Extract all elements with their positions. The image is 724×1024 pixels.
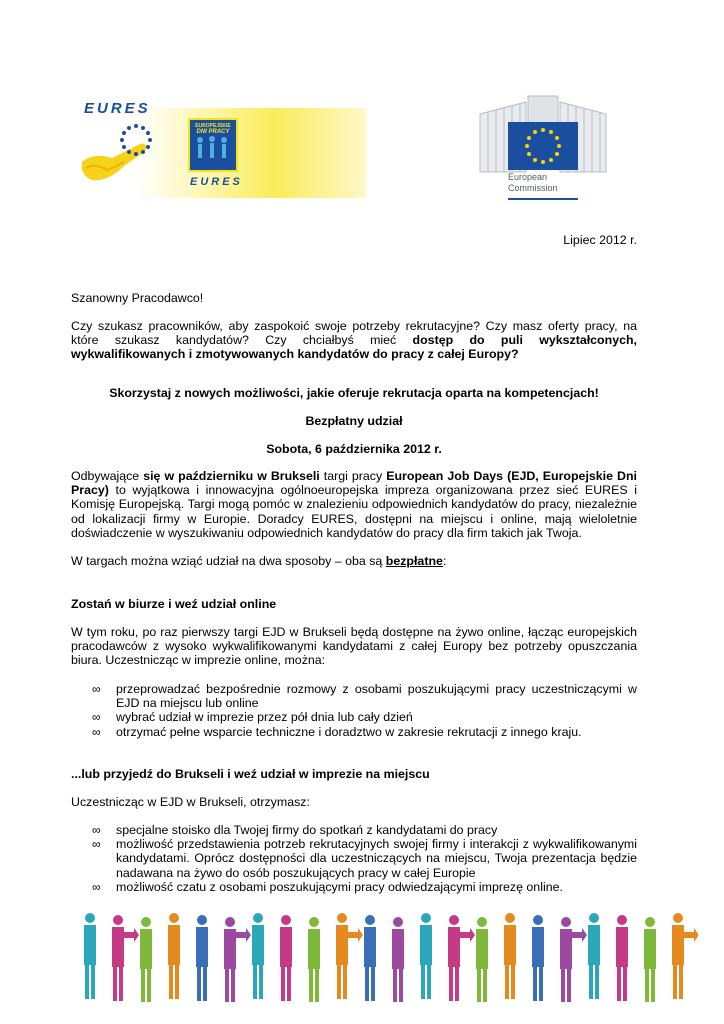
onsite-benefits-list: [92, 823, 637, 894]
person-silhouette: [308, 917, 320, 1002]
eu-flag-icon: [508, 122, 578, 170]
person-silhouette: [364, 915, 376, 1001]
person-silhouette: [420, 913, 432, 999]
bullet-icon: ∞: [92, 682, 101, 696]
participation-free: bezpłatne: [385, 554, 443, 568]
ejd-logo-box: [188, 118, 238, 172]
list-item: ∞ wybrać udział w imprezie przez pół dnia lub cały dzień: [92, 710, 413, 725]
list-item: ∞ możliwość czatu z osobami poszukującymi pracy odwiedzającymi imprezę online.: [92, 879, 563, 894]
bullet-icon: ∞: [92, 724, 101, 739]
bullet-icon: ∞: [92, 823, 101, 837]
description-paragraph: [71, 469, 637, 540]
person-silhouette: [336, 913, 363, 999]
event-date: Sobota, 6 października 2012 r.: [266, 442, 442, 456]
ejd-logo-title: EUROPEJSKIE: [195, 123, 231, 129]
person-silhouette: [476, 917, 488, 1002]
person-silhouette: [644, 917, 656, 1002]
person-silhouette: [112, 915, 139, 1001]
participation-paragraph: [71, 554, 637, 568]
eures-stars-icon: [118, 122, 154, 158]
person-silhouette: [280, 915, 292, 1001]
desc-bold-1: się w październiku w Brukseli: [143, 469, 320, 483]
footer-people-banner: [78, 910, 698, 1002]
people-silhouettes-icon: [78, 910, 698, 1002]
desc-text-1: Odbywające: [71, 469, 144, 483]
bullet-icon: ∞: [92, 879, 101, 894]
letter-date: Lipiec 2012 r.: [563, 233, 637, 247]
person-silhouette: [532, 915, 544, 1001]
section-online-text: W tym roku, po raz pierwszy targi EJD w Brukseli będą dostępne na żywo online, łącząc europejskich pracodawców z wysoko wykwalifikowanymi kandydatami z całej Europy bez potrzeby opuszczania biura. Uczestnicząc w imprezie online, można:: [71, 625, 637, 668]
section-online-heading: Zostań w biurze i weź udział online: [71, 597, 277, 611]
person-silhouette: [196, 915, 208, 1001]
ec-name-line1: European: [508, 172, 548, 182]
list-item: ∞ otrzymać pełne wsparcie techniczne i doradztwo w zakresie rekrutacji z innego kraju.: [92, 724, 582, 739]
person-silhouette: [392, 917, 404, 1002]
desc-text-2: targi pracy: [319, 469, 387, 483]
ejd-people-icon: [190, 135, 236, 165]
person-silhouette: [140, 917, 152, 1002]
section-onsite-text: Uczestnicząc w EJD w Brukseli, otrzymasz:: [71, 795, 310, 809]
person-silhouette: [616, 915, 628, 1001]
person-silhouette: [84, 913, 96, 999]
greeting: Szanowny Pracodawco!: [71, 291, 204, 305]
european-commission-logo: [478, 94, 608, 202]
participation-text: W targach można wziąć udział na dwa sposoby – oba są: [71, 554, 386, 568]
ejd-eures-wordmark: EURES: [190, 176, 243, 188]
eures-wordmark: EURES: [84, 100, 151, 117]
person-silhouette: [504, 913, 516, 999]
person-silhouette: [252, 913, 264, 999]
person-silhouette: [560, 917, 587, 1002]
intro-text: Czy szukasz pracowników, aby zaspokoić swoje potrzeby rekrutacyjne? Czy masz oferty pracy, na które szukasz kandydatów? Czy chciałbyś mieć: [71, 319, 637, 348]
list-item: ∞ możliwość przedstawienia potrzeb rekrutacyjnych swojej firmy i interakcji z wykwalifikowanymi kandydatami. Oprócz dostępności dla uczestniczących na miejscu, Twoja prezentacja będzie nadawana na żywo do osób poszukujących pracy w całej Europie: [92, 837, 637, 880]
intro-paragraph: [71, 319, 637, 362]
headline: Skorzystaj z nowych możliwości, jakie oferuje rekrutacja oparta na kompetencjach!: [109, 386, 599, 400]
intro-bold: dostęp do puli wykształconych, wykwalifikowanych i zmotywowanych kandydatów do pracy z całej Europy?: [71, 333, 637, 362]
ec-name-line2: Commission: [508, 183, 558, 193]
free-participation: Bezpłatny udział: [305, 414, 403, 428]
person-silhouette: [672, 913, 698, 999]
bullet-icon: ∞: [92, 837, 101, 852]
bullet-icon: ∞: [92, 710, 101, 725]
eures-logo: [78, 100, 368, 198]
person-silhouette: [448, 915, 475, 1001]
person-silhouette: [168, 913, 180, 999]
section-onsite-heading: ...lub przyjedź do Brukseli i weź udział w imprezie na miejscu: [71, 767, 430, 781]
person-silhouette: [588, 913, 600, 999]
desc-bold-2: European Job Days (EJD, Europejskie Dni Pracy): [71, 469, 637, 498]
list-item: ∞ specjalne stoisko dla Twojej firmy do spotkań z kandydatami do pracy: [92, 823, 498, 837]
eures-yellow-band: [136, 108, 366, 198]
list-item: ∞ przeprowadzać bezpośrednie rozmowy z osobami poszukującymi pracy uczestniczącymi w EJD na miejscu lub online: [92, 682, 637, 711]
online-benefits-list: [92, 682, 637, 739]
desc-text-3: to wyjątkowa i innowacyjna ogólnoeuropejska impreza organizowana przez sieć EURES i Komisję Europejską. Targi mogą pomóc w znalezieniu odpowiednich kandydatów do pracy, niezależnie od lokalizacji firmy w Europie. Doradcy EURES, dostępni na miejscu i online, mają wieloletnie doświadczenie w wyszukiwaniu odpowiednich kandydatów do pracy dla firm takich jak Twoja.: [71, 483, 637, 540]
ejd-logo-subtitle: DNI PRACY: [196, 129, 230, 135]
ec-underline: [508, 198, 578, 200]
person-silhouette: [224, 917, 251, 1002]
participation-colon: :: [442, 554, 447, 568]
